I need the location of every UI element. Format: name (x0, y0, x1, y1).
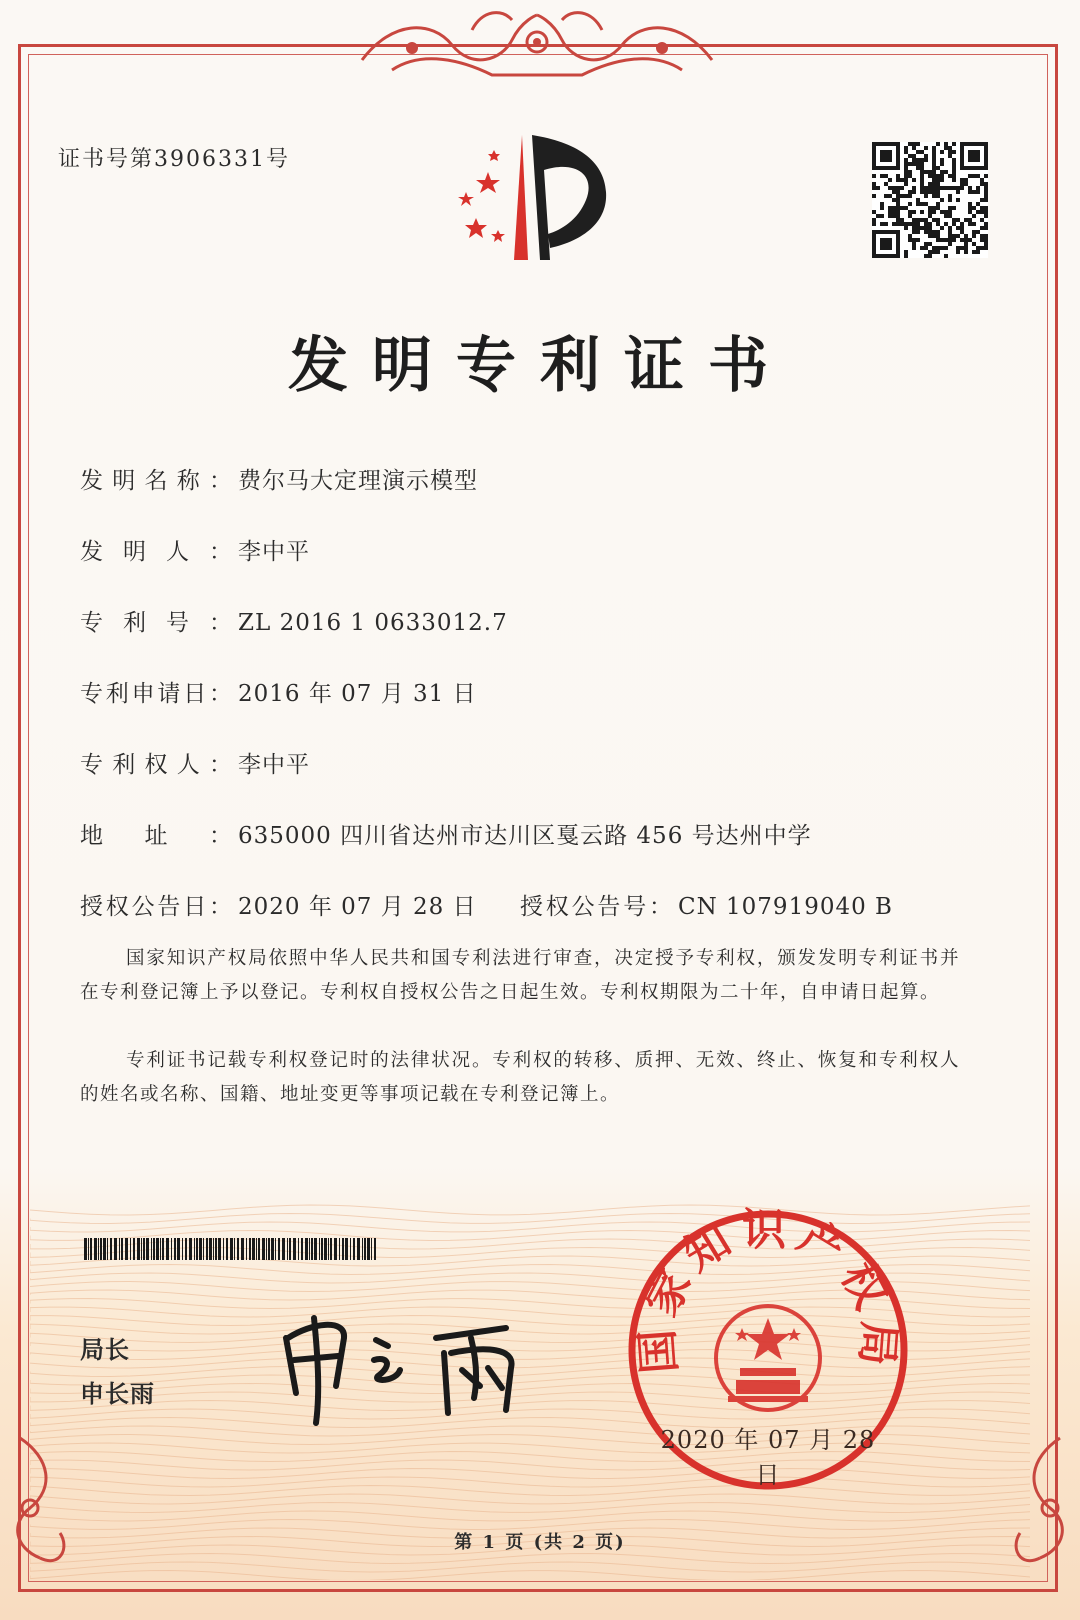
director-title: 局长 (80, 1336, 130, 1364)
field-value: 635000 四川省达州市达川区戛云路 456 号达州中学 (238, 823, 812, 849)
field-value: ZL 2016 1 0633012.7 (238, 610, 508, 636)
field-label: 专利权人： (80, 752, 234, 778)
top-ornament (352, 0, 722, 90)
certificate-title: 发明专利证书 (288, 331, 792, 401)
field-label: 发明名称： (80, 468, 234, 494)
field-label: 发明人： (80, 539, 234, 565)
qr-code (872, 142, 988, 258)
field-value: 2020 年 07 月 28 日 (238, 894, 477, 920)
field-label: 专利号： (80, 610, 234, 636)
field-invention-name (80, 462, 478, 495)
field-value: 2016 年 07 月 31 日 (238, 681, 477, 707)
page-indicator: 第 1 页 (共 2 页) (454, 1532, 626, 1553)
director-signature (266, 1298, 546, 1428)
field-label: 专利申请日： (80, 681, 234, 707)
field-label: 地址： (80, 823, 234, 849)
field-label: 授权公告号： (520, 894, 674, 920)
field-value: CN 107919040 B (678, 894, 893, 920)
certificate-number: 证书号第3906331号 (58, 147, 290, 172)
field-inventor (80, 533, 310, 566)
field-label: 授权公告日： (80, 894, 234, 920)
field-application-date (80, 675, 477, 708)
svg-text:国家知识产权局: 国家知识产权局 (631, 1204, 905, 1376)
field-patent-number (80, 604, 508, 637)
patent-office-emblem (436, 130, 626, 265)
field-value: 费尔马大定理演示模型 (238, 468, 478, 494)
director-name: 申长雨 (80, 1380, 155, 1408)
field-value: 李中平 (238, 539, 310, 565)
barcode (84, 1238, 378, 1260)
field-address (80, 817, 812, 850)
field-patentee (80, 746, 310, 779)
field-grant-date (80, 888, 477, 921)
seal-date: 2020 年 07 月 28 日 (660, 1426, 876, 1489)
statement-paragraph-2: 专利证书记载专利权登记时的法律状况。专利权的转移、质押、无效、终止、恢复和专利权人的姓名或名称、国籍、地址变更等事项记载在专利登记簿上。 (80, 1050, 960, 1105)
statement-paragraph-1: 国家知识产权局依照中华人民共和国专利法进行审查，决定授予专利权，颁发发明专利证书并在专利登记簿上予以登记。专利权自授权公告之日起生效。专利权期限为二十年，自申请日起算。 (80, 948, 960, 1003)
field-grant-number (520, 888, 893, 921)
field-value: 李中平 (238, 752, 310, 778)
bottom-left-ornament (0, 1428, 90, 1588)
bottom-right-ornament (990, 1428, 1080, 1588)
